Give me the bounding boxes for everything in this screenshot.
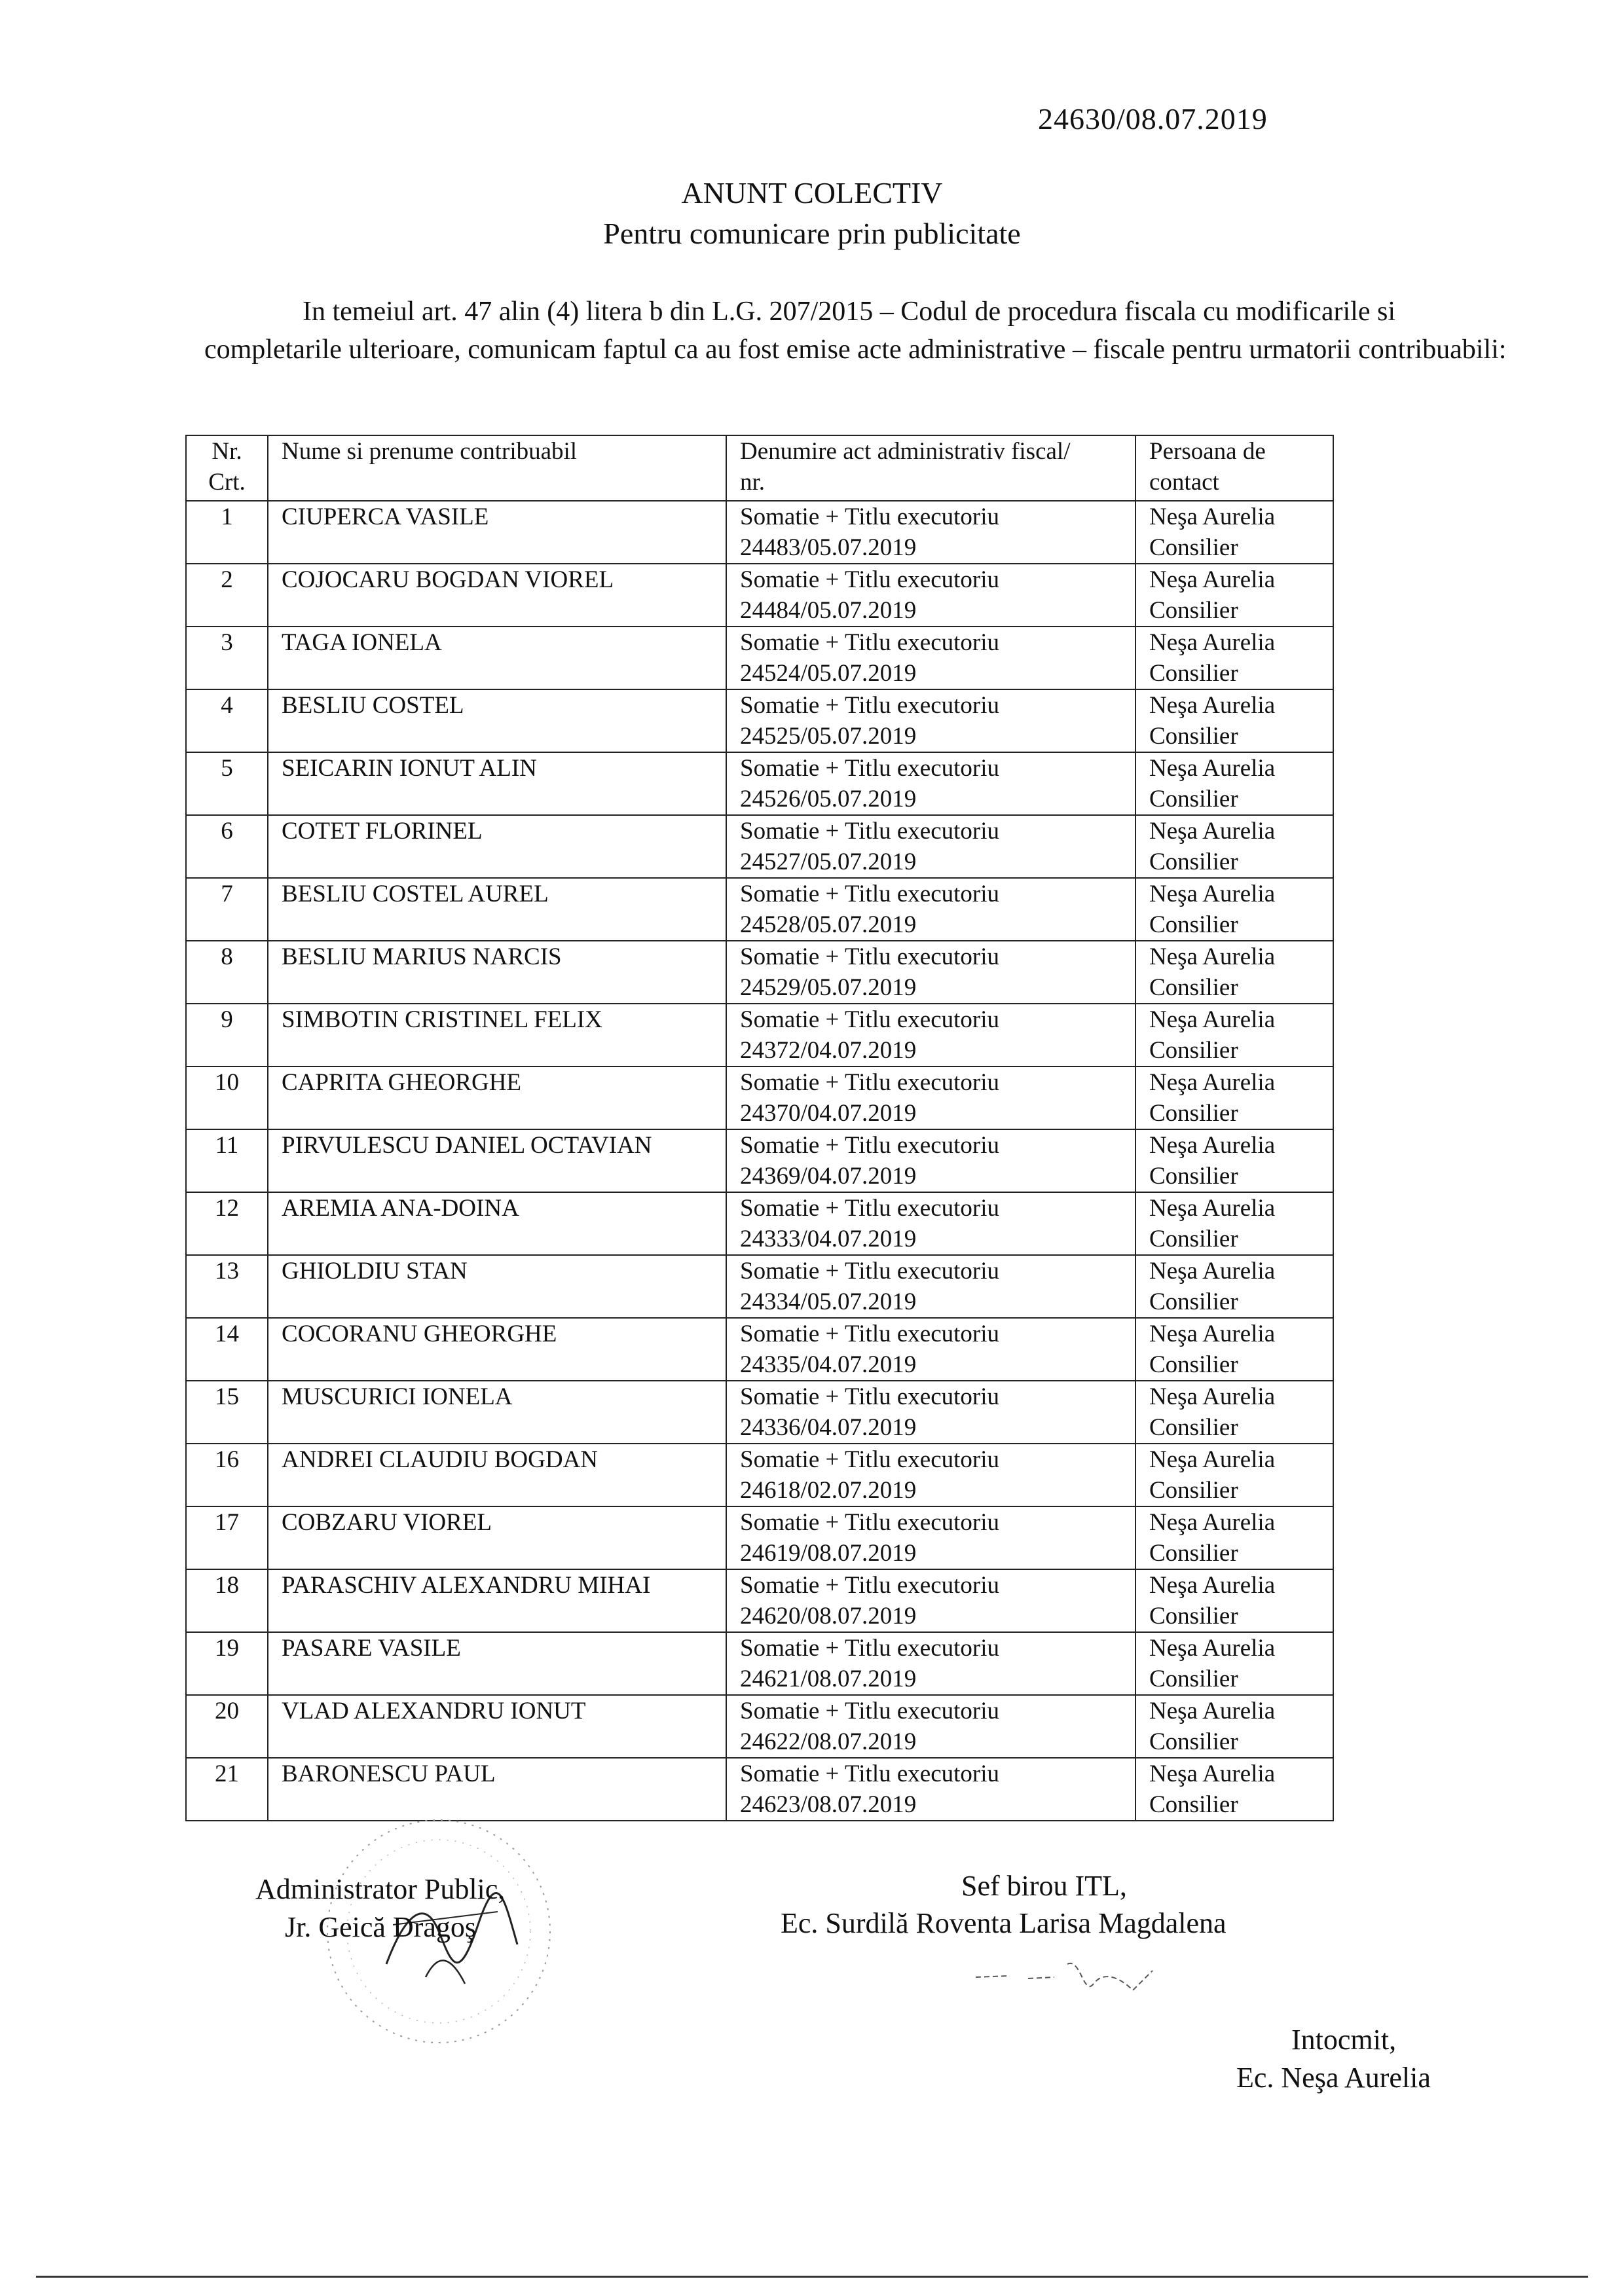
row-nr — [186, 1695, 268, 1758]
row-nr-value: 15 — [215, 1383, 239, 1410]
row-act-number: 24524/05.07.2019 — [740, 660, 917, 687]
table-row — [186, 1695, 1333, 1758]
row-nr-value: 4 — [221, 692, 233, 719]
row-name — [268, 1506, 726, 1569]
row-contact — [1135, 1569, 1333, 1632]
row-contact-name: Neşa Aurelia — [1149, 1069, 1276, 1096]
table-row — [186, 564, 1333, 627]
row-act-number: 24622/08.07.2019 — [740, 1728, 917, 1755]
header-act-line2: nr. — [740, 469, 766, 496]
row-act-number: 24525/05.07.2019 — [740, 723, 917, 750]
row-name-value: COCORANU GHEORGHE — [282, 1321, 557, 1347]
row-act-number: 24526/05.07.2019 — [740, 786, 917, 812]
row-contact — [1135, 1758, 1333, 1821]
row-act — [726, 1004, 1135, 1066]
row-act-type: Somatie + Titlu executoriu — [740, 1006, 999, 1033]
row-nr-value: 1 — [221, 503, 233, 530]
row-nr-value: 21 — [215, 1760, 239, 1787]
row-name — [268, 1066, 726, 1129]
row-name — [268, 689, 726, 752]
row-contact — [1135, 878, 1333, 941]
row-nr — [186, 878, 268, 941]
row-act-type: Somatie + Titlu executoriu — [740, 629, 999, 656]
row-name-value: GHIOLDIU STAN — [282, 1258, 468, 1285]
row-nr-value: 17 — [215, 1509, 239, 1536]
row-name — [268, 1569, 726, 1632]
chief-signature — [969, 1951, 1166, 2003]
row-nr-value: 14 — [215, 1321, 239, 1347]
row-contact-role: Consilier — [1149, 1728, 1238, 1755]
row-nr — [186, 1318, 268, 1381]
row-contact-name: Neşa Aurelia — [1149, 1760, 1276, 1787]
row-contact-name: Neşa Aurelia — [1149, 1321, 1276, 1347]
row-contact-name: Neşa Aurelia — [1149, 1132, 1276, 1159]
row-name — [268, 1318, 726, 1381]
row-act-type: Somatie + Titlu executoriu — [740, 1132, 999, 1159]
row-nr — [186, 1444, 268, 1506]
row-name — [268, 941, 726, 1004]
table-row — [186, 1004, 1333, 1066]
row-nr-value: 13 — [215, 1258, 239, 1285]
row-contact — [1135, 941, 1333, 1004]
table-row — [186, 1066, 1333, 1129]
row-act-type: Somatie + Titlu executoriu — [740, 566, 999, 593]
row-contact-role: Consilier — [1149, 1477, 1238, 1504]
row-nr — [186, 815, 268, 878]
row-name-value: PIRVULESCU DANIEL OCTAVIAN — [282, 1132, 652, 1159]
row-name-value: SIMBOTIN CRISTINEL FELIX — [282, 1006, 602, 1033]
row-nr-value: 6 — [221, 818, 233, 845]
row-act — [726, 878, 1135, 941]
row-name — [268, 1695, 726, 1758]
chief-name: Ec. Surdilă Roventa Larisa Magdalena — [781, 1907, 1227, 1939]
table-row — [186, 752, 1333, 815]
row-name — [268, 878, 726, 941]
row-contact-name: Neşa Aurelia — [1149, 1258, 1276, 1285]
row-nr — [186, 1129, 268, 1192]
table-row — [186, 627, 1333, 689]
row-name-value: ANDREI CLAUDIU BOGDAN — [282, 1446, 599, 1473]
row-act — [726, 564, 1135, 627]
row-nr — [186, 752, 268, 815]
row-act-type: Somatie + Titlu executoriu — [740, 1572, 999, 1599]
row-act-type: Somatie + Titlu executoriu — [740, 1258, 999, 1285]
row-nr-value: 16 — [215, 1446, 239, 1473]
row-nr-value: 3 — [221, 629, 233, 656]
row-contact-role: Consilier — [1149, 1603, 1238, 1630]
row-act — [726, 1506, 1135, 1569]
row-contact-role: Consilier — [1149, 786, 1238, 812]
row-name-value: CAPRITA GHEORGHE — [282, 1069, 522, 1096]
row-name — [268, 1632, 726, 1695]
row-act-type: Somatie + Titlu executoriu — [740, 1760, 999, 1787]
row-contact-role: Consilier — [1149, 1351, 1238, 1378]
row-act — [726, 815, 1135, 878]
row-contact — [1135, 689, 1333, 752]
row-contact-role: Consilier — [1149, 597, 1238, 624]
row-act — [726, 941, 1135, 1004]
row-name-value: CIUPERCA VASILE — [282, 503, 489, 530]
row-contact-name: Neşa Aurelia — [1149, 692, 1276, 719]
row-act-type: Somatie + Titlu executoriu — [740, 881, 999, 907]
row-contact-role: Consilier — [1149, 1414, 1238, 1441]
row-act — [726, 1255, 1135, 1318]
row-act-number: 24623/08.07.2019 — [740, 1791, 917, 1818]
row-name — [268, 1004, 726, 1066]
row-contact-name: Neşa Aurelia — [1149, 943, 1276, 970]
row-nr — [186, 1381, 268, 1444]
row-act — [726, 1192, 1135, 1255]
row-contact — [1135, 564, 1333, 627]
row-act-type: Somatie + Titlu executoriu — [740, 1383, 999, 1410]
row-act-number: 24528/05.07.2019 — [740, 911, 917, 938]
row-nr-value: 18 — [215, 1572, 239, 1599]
row-name-value: PASARE VASILE — [282, 1635, 461, 1662]
row-name-value: MUSCURICI IONELA — [282, 1383, 513, 1410]
row-contact — [1135, 1444, 1333, 1506]
row-contact — [1135, 1506, 1333, 1569]
row-contact-name: Neşa Aurelia — [1149, 1572, 1276, 1599]
row-contact-role: Consilier — [1149, 1666, 1238, 1692]
table-row — [186, 815, 1333, 878]
row-nr — [186, 564, 268, 627]
intro-line-1: In temeiul art. 47 alin (4) litera b din L.G. 207/2015 – Codul de procedura fiscala cu modificarile si — [303, 297, 1396, 327]
row-name — [268, 1758, 726, 1821]
row-name — [268, 501, 726, 564]
row-nr — [186, 1506, 268, 1569]
row-contact — [1135, 1129, 1333, 1192]
table-row — [186, 1129, 1333, 1192]
row-act-number: 24620/08.07.2019 — [740, 1603, 917, 1630]
header-act-line1: Denumire act administrativ fiscal/ — [740, 438, 1071, 465]
row-contact — [1135, 752, 1333, 815]
row-nr-value: 12 — [215, 1195, 239, 1222]
row-act-number: 24335/04.07.2019 — [740, 1351, 917, 1378]
taxpayers-table — [185, 435, 1334, 1821]
table-row — [186, 1192, 1333, 1255]
intro-line-2: completarile ulterioare, comunicam faptul ca au fost emise acte administrative – fiscale pentru urmatorii contribuabili: — [204, 335, 1507, 365]
row-act — [726, 1129, 1135, 1192]
row-act-number: 24619/08.07.2019 — [740, 1540, 917, 1567]
row-contact-name: Neşa Aurelia — [1149, 1383, 1276, 1410]
header-nr-line1: Nr. — [212, 438, 242, 465]
row-name-value: BESLIU COSTEL AUREL — [282, 881, 549, 907]
row-contact — [1135, 1695, 1333, 1758]
row-act-type: Somatie + Titlu executoriu — [740, 755, 999, 782]
row-contact-role: Consilier — [1149, 1288, 1238, 1315]
row-act-number: 24372/04.07.2019 — [740, 1037, 917, 1064]
row-nr-value: 7 — [221, 881, 233, 907]
row-name — [268, 627, 726, 689]
header-nr-line2: Crt. — [208, 469, 246, 496]
document-subtitle: Pentru comunicare prin publicitate — [603, 217, 1021, 250]
row-contact-role: Consilier — [1149, 974, 1238, 1001]
row-contact — [1135, 815, 1333, 878]
row-act — [726, 689, 1135, 752]
row-act-number: 24484/05.07.2019 — [740, 597, 917, 624]
row-act-number: 24334/05.07.2019 — [740, 1288, 917, 1315]
row-contact-name: Neşa Aurelia — [1149, 1006, 1276, 1033]
row-contact-name: Neşa Aurelia — [1149, 1446, 1276, 1473]
table-row — [186, 878, 1333, 941]
row-name-value: BARONESCU PAUL — [282, 1760, 496, 1787]
row-name — [268, 1444, 726, 1506]
row-act — [726, 1758, 1135, 1821]
footer-rule — [36, 2276, 1588, 2278]
row-name-value: AREMIA ANA-DOINA — [282, 1195, 519, 1222]
table-row — [186, 1758, 1333, 1821]
row-nr — [186, 1569, 268, 1632]
row-nr — [186, 689, 268, 752]
row-name — [268, 564, 726, 627]
header-contact — [1135, 435, 1333, 501]
row-act — [726, 1444, 1135, 1506]
row-contact-role: Consilier — [1149, 911, 1238, 938]
row-act — [726, 1695, 1135, 1758]
row-act-type: Somatie + Titlu executoriu — [740, 1069, 999, 1096]
row-act-type: Somatie + Titlu executoriu — [740, 503, 999, 530]
row-nr-value: 19 — [215, 1635, 239, 1662]
row-act-number: 24370/04.07.2019 — [740, 1100, 917, 1127]
row-name-value: COTET FLORINEL — [282, 818, 483, 845]
prepared-by-name: Ec. Neşa Aurelia — [1236, 2062, 1431, 2094]
row-contact-role: Consilier — [1149, 848, 1238, 875]
table-row — [186, 689, 1333, 752]
row-name-value: VLAD ALEXANDRU IONUT — [282, 1698, 586, 1724]
row-contact-role: Consilier — [1149, 1163, 1238, 1190]
header-nr — [186, 435, 268, 501]
row-nr-value: 20 — [215, 1698, 239, 1724]
header-contact-line1: Persoana de — [1149, 438, 1266, 465]
row-contact-name: Neşa Aurelia — [1149, 566, 1276, 593]
row-act-number: 24618/02.07.2019 — [740, 1477, 917, 1504]
row-act-type: Somatie + Titlu executoriu — [740, 1698, 999, 1724]
row-name — [268, 1255, 726, 1318]
row-contact-name: Neşa Aurelia — [1149, 1509, 1276, 1536]
row-act-number: 24336/04.07.2019 — [740, 1414, 917, 1441]
header-name — [268, 435, 726, 501]
row-name-value: COJOCARU BOGDAN VIOREL — [282, 566, 614, 593]
row-contact — [1135, 1632, 1333, 1695]
admin-name: Jr. Geică Dragoş — [285, 1911, 477, 1943]
row-act — [726, 1318, 1135, 1381]
row-name-value: TAGA IONELA — [282, 629, 442, 656]
row-nr — [186, 1192, 268, 1255]
row-name-value: BESLIU COSTEL — [282, 692, 464, 719]
table-row — [186, 1506, 1333, 1569]
row-act — [726, 627, 1135, 689]
row-name — [268, 1129, 726, 1192]
row-contact-name: Neşa Aurelia — [1149, 1635, 1276, 1662]
table-row — [186, 941, 1333, 1004]
row-act-type: Somatie + Titlu executoriu — [740, 943, 999, 970]
table-row — [186, 1318, 1333, 1381]
row-act-number: 24369/04.07.2019 — [740, 1163, 917, 1190]
row-name — [268, 1381, 726, 1444]
row-act-number: 24621/08.07.2019 — [740, 1666, 917, 1692]
row-contact-role: Consilier — [1149, 1791, 1238, 1818]
row-name — [268, 1192, 726, 1255]
table-row — [186, 1632, 1333, 1695]
row-contact-role: Consilier — [1149, 534, 1238, 561]
table-row — [186, 1569, 1333, 1632]
row-contact — [1135, 1192, 1333, 1255]
row-act-type: Somatie + Titlu executoriu — [740, 1321, 999, 1347]
row-act-type: Somatie + Titlu executoriu — [740, 1635, 999, 1662]
row-contact-name: Neşa Aurelia — [1149, 1195, 1276, 1222]
row-act-number: 24529/05.07.2019 — [740, 974, 917, 1001]
row-nr — [186, 1004, 268, 1066]
prepared-by-title: Intocmit, — [1291, 2024, 1397, 2056]
row-act — [726, 1381, 1135, 1444]
row-act-type: Somatie + Titlu executoriu — [740, 1195, 999, 1222]
row-contact — [1135, 1255, 1333, 1318]
row-contact-name: Neşa Aurelia — [1149, 1698, 1276, 1724]
row-act-number: 24527/05.07.2019 — [740, 848, 917, 875]
row-contact — [1135, 1318, 1333, 1381]
row-act — [726, 501, 1135, 564]
header-contact-line2: contact — [1149, 469, 1219, 496]
row-contact-name: Neşa Aurelia — [1149, 755, 1276, 782]
row-nr-value: 5 — [221, 755, 233, 782]
row-nr — [186, 1255, 268, 1318]
row-nr-value: 11 — [215, 1132, 239, 1159]
row-contact-role: Consilier — [1149, 1100, 1238, 1127]
row-contact-name: Neşa Aurelia — [1149, 881, 1276, 907]
table-row — [186, 1381, 1333, 1444]
row-act-type: Somatie + Titlu executoriu — [740, 692, 999, 719]
row-act-number: 24333/04.07.2019 — [740, 1226, 917, 1252]
row-contact-role: Consilier — [1149, 723, 1238, 750]
admin-title: Administrator Public, — [255, 1873, 506, 1905]
chief-title: Sef birou ITL, — [961, 1870, 1127, 1902]
row-contact-role: Consilier — [1149, 660, 1238, 687]
row-contact-name: Neşa Aurelia — [1149, 503, 1276, 530]
row-name-value: COBZARU VIOREL — [282, 1509, 492, 1536]
row-contact-name: Neşa Aurelia — [1149, 818, 1276, 845]
row-nr-value: 10 — [215, 1069, 239, 1096]
row-nr-value: 8 — [221, 943, 233, 970]
row-nr — [186, 1632, 268, 1695]
row-act-type: Somatie + Titlu executoriu — [740, 1509, 999, 1536]
row-contact — [1135, 627, 1333, 689]
table-row — [186, 501, 1333, 564]
header-name-label: Nume si prenume contribuabil — [282, 438, 578, 465]
table-row — [186, 1444, 1333, 1506]
row-contact-role: Consilier — [1149, 1037, 1238, 1064]
table-header-row — [186, 435, 1333, 501]
row-nr-value: 9 — [221, 1006, 233, 1033]
row-act-type: Somatie + Titlu executoriu — [740, 1446, 999, 1473]
row-name — [268, 815, 726, 878]
row-nr — [186, 501, 268, 564]
document-title: ANUNT COLECTIV — [681, 176, 943, 210]
row-act — [726, 1066, 1135, 1129]
row-act-type: Somatie + Titlu executoriu — [740, 818, 999, 845]
row-act — [726, 1632, 1135, 1695]
row-name-value: PARASCHIV ALEXANDRU MIHAI — [282, 1572, 651, 1599]
row-contact — [1135, 1066, 1333, 1129]
row-name-value: SEICARIN IONUT ALIN — [282, 755, 537, 782]
row-nr — [186, 1758, 268, 1821]
row-contact — [1135, 501, 1333, 564]
row-nr — [186, 627, 268, 689]
row-contact — [1135, 1004, 1333, 1066]
row-act — [726, 752, 1135, 815]
row-nr-value: 2 — [221, 566, 233, 593]
row-act-number: 24483/05.07.2019 — [740, 534, 917, 561]
row-contact-role: Consilier — [1149, 1226, 1238, 1252]
row-contact-name: Neşa Aurelia — [1149, 629, 1276, 656]
table-body — [186, 501, 1333, 1821]
row-act — [726, 1569, 1135, 1632]
registration-number: 24630/08.07.2019 — [1038, 102, 1268, 136]
row-contact-role: Consilier — [1149, 1540, 1238, 1567]
row-nr — [186, 941, 268, 1004]
row-name-value: BESLIU MARIUS NARCIS — [282, 943, 562, 970]
row-name — [268, 752, 726, 815]
header-act — [726, 435, 1135, 501]
table-row — [186, 1255, 1333, 1318]
row-contact — [1135, 1381, 1333, 1444]
row-nr — [186, 1066, 268, 1129]
